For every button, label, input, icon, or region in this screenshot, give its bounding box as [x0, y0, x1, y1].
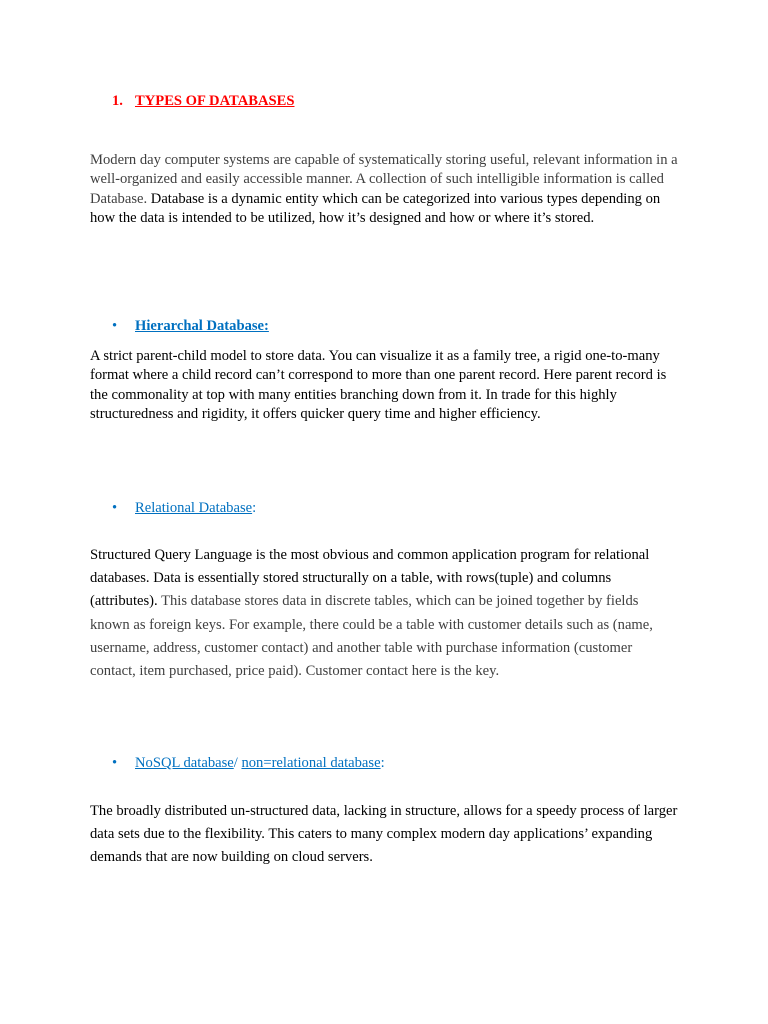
- relational-paragraph: [90, 544, 680, 683]
- bullet-icon: •: [112, 500, 118, 516]
- relational-body-gray: This database stores data in discrete tables, which can be joined together by fields known as foreign keys. For example, there could be a table with customer details such as (name, username, address, customer contact) and another table with purchase information (customer contact, item purchased, price paid). Customer contact here is the key.: [90, 593, 653, 680]
- relational-database-link[interactable]: Relational Database: [135, 500, 253, 516]
- heading-title: TYPES OF DATABASES: [135, 93, 295, 109]
- hierarchical-database-link[interactable]: Hierarchal Database:: [135, 318, 269, 334]
- hierarchical-bullet-row: [112, 318, 269, 335]
- hierarchical-body: A strict parent-child model to store data. You can visualize it as a family tree, a rigid one-to-many format where a child record can’t correspond to more than one parent record. Here parent record is the commonality at top with many entities branching down from it. In trade for this highly structuredness and rigidity, it offers quicker query time and higher efficiency.: [90, 348, 667, 422]
- nosql-suffix: :: [380, 755, 385, 771]
- nosql-separator: /: [233, 755, 242, 771]
- intro-paragraph: [90, 151, 680, 228]
- relational-body-black: Structured Query Language is the most obvious and common application program for relational databases. Data is essentially stored structurally on a table, with rows(tuple) and columns (attributes).: [90, 547, 650, 610]
- heading-number: 1.: [112, 93, 123, 109]
- non-relational-database-link[interactable]: non=relational database: [241, 755, 381, 771]
- hierarchical-paragraph: [90, 347, 680, 424]
- relational-suffix: :: [252, 500, 257, 516]
- bullet-icon: •: [112, 755, 118, 771]
- bullet-icon: •: [112, 318, 118, 334]
- nosql-bullet-row: [112, 755, 385, 772]
- nosql-paragraph: [90, 800, 680, 870]
- intro-black-text: Database is a dynamic entity which can be categorized into various types depending on how the data is intended to be utilized, how it’s designed and how or where it’s stored.: [90, 190, 661, 226]
- section-heading: [112, 93, 294, 110]
- intro-gray-text: Modern day computer systems are capable of systematically storing useful, relevant information in a well-organized and easily accessible manner. A collection of such intelligible information is called Database.: [90, 152, 678, 207]
- relational-bullet-row: [112, 500, 256, 517]
- nosql-body: The broadly distributed un-structured data, lacking in structure, allows for a speedy process of larger data sets due to the flexibility. This caters to many complex modern day applications’ expanding demands that are now building on cloud servers.: [90, 803, 678, 866]
- nosql-database-link[interactable]: NoSQL database: [135, 755, 234, 771]
